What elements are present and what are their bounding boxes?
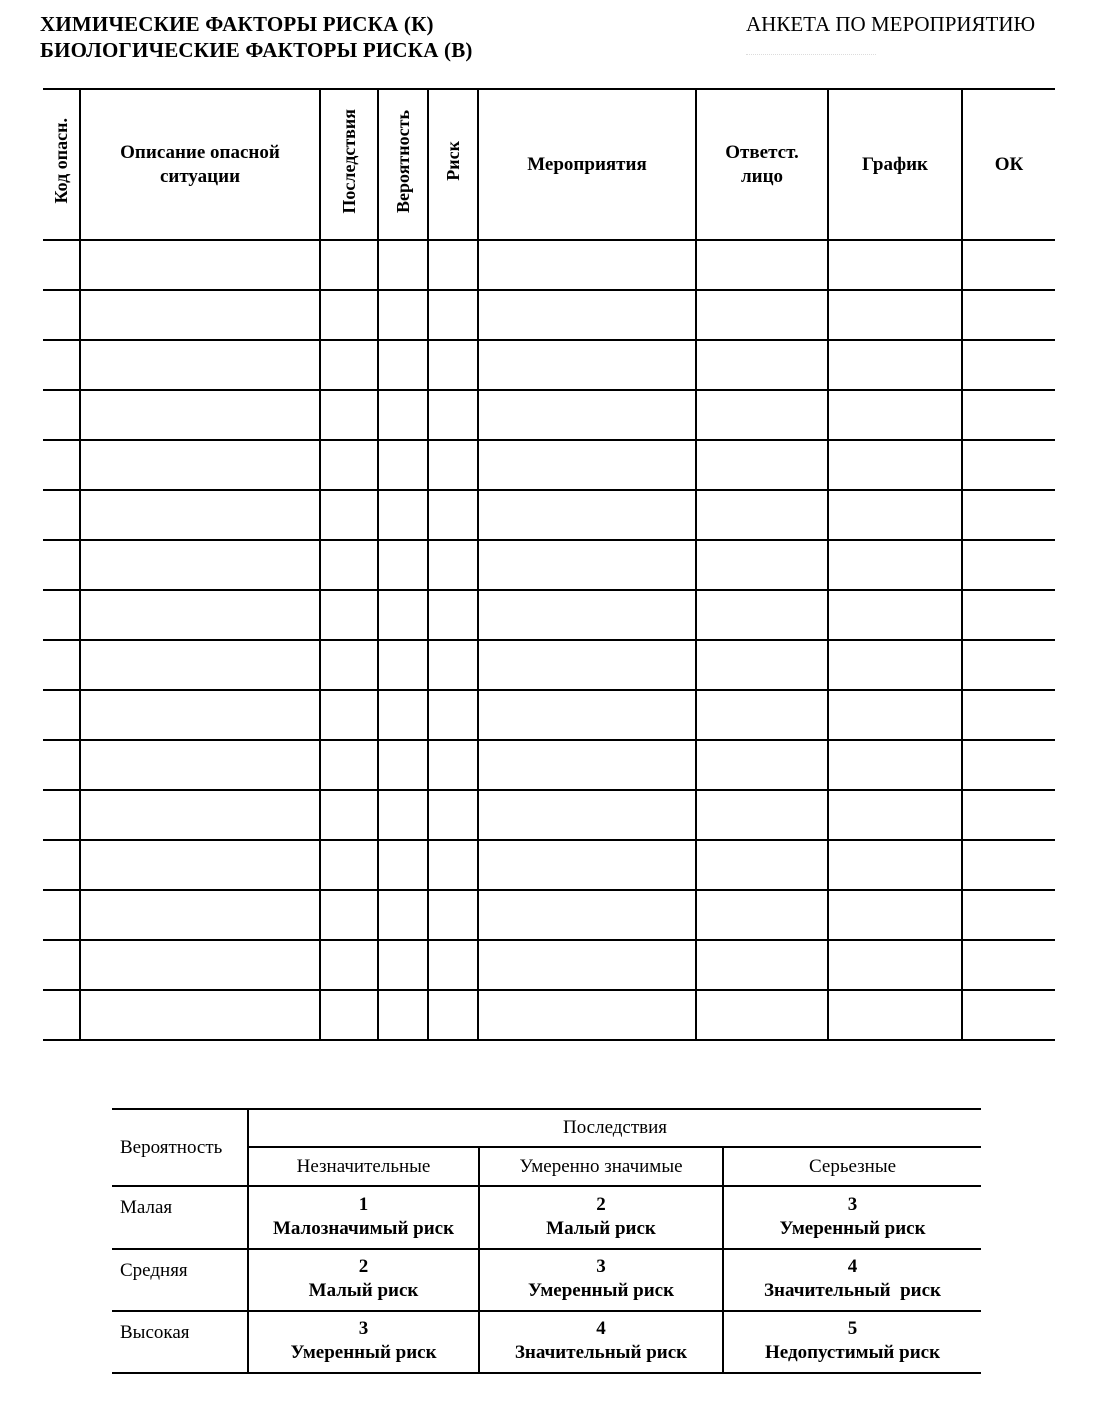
cell-ok [962,640,1055,690]
col-header-responsible [696,89,828,240]
cell-responsible [696,390,828,440]
matrix-level-serious: Серьезные [723,1147,981,1186]
cell-description [80,740,320,790]
cell-probability [378,290,428,340]
table-row [43,940,1055,990]
cell-schedule [828,490,962,540]
cell-responsible [696,590,828,640]
cell-hazard-code [43,940,80,990]
cell-responsible [696,440,828,490]
cell-risk [428,390,478,440]
cell-ok [962,840,1055,890]
cell-probability [378,340,428,390]
cell-consequences [320,690,378,740]
cell-consequences [320,540,378,590]
cell-responsible [696,290,828,340]
cell-consequences [320,390,378,440]
cell-ok [962,940,1055,990]
cell-schedule [828,790,962,840]
cell-hazard-code [43,840,80,890]
cell-responsible [696,940,828,990]
cell-consequences [320,240,378,290]
risk-label: Значительный риск [764,1280,941,1302]
col-label-ok: ОК [994,153,1024,175]
risk-label: Малый риск [546,1217,656,1239]
cell-measures [478,790,696,840]
cell-ok [962,740,1055,790]
risk-score: 5 [847,1318,858,1340]
cell-schedule [828,440,962,490]
col-label-measures: Мероприятия [527,153,647,175]
cell-ok [962,440,1055,490]
col-label-consequences: Последствия [338,108,359,214]
cell-risk [428,790,478,840]
cell-probability [378,990,428,1040]
col-header-consequences [320,89,378,240]
risk-score: 3 [358,1318,369,1340]
cell-measures [478,690,696,740]
cell-probability [378,590,428,640]
cell-description [80,540,320,590]
cell-measures [478,340,696,390]
matrix-level-insignificant: Незначительные [248,1147,479,1186]
col-label-responsible: Ответст. лицо [725,141,799,187]
matrix-cell [479,1311,723,1373]
cell-description [80,240,320,290]
table-row [43,590,1055,640]
cell-consequences [320,940,378,990]
table-row [43,890,1055,940]
cell-hazard-code [43,540,80,590]
cell-measures [478,490,696,540]
cell-ok [962,990,1055,1040]
cell-risk [428,740,478,790]
cell-risk [428,890,478,940]
cell-description [80,990,320,1040]
cell-hazard-code [43,340,80,390]
cell-responsible [696,490,828,540]
cell-probability [378,740,428,790]
cell-ok [962,390,1055,440]
cell-risk [428,340,478,390]
cell-hazard-code [43,240,80,290]
matrix-cell [479,1249,723,1311]
cell-responsible [696,840,828,890]
cell-responsible [696,690,828,740]
cell-hazard-code [43,690,80,740]
cell-measures [478,240,696,290]
cell-description [80,590,320,640]
cell-hazard-code [43,890,80,940]
cell-ok [962,590,1055,640]
cell-measures [478,390,696,440]
matrix-cell [248,1186,479,1249]
cell-responsible [696,990,828,1040]
risk-score: 2 [596,1193,606,1215]
cell-probability [378,490,428,540]
table-row [43,490,1055,540]
risk-score: 3 [847,1193,858,1215]
cell-measures [478,540,696,590]
cell-description [80,840,320,890]
cell-risk [428,840,478,890]
cell-probability [378,390,428,440]
risk-label: Умеренный риск [779,1217,926,1239]
matrix-row-low [112,1186,981,1249]
matrix-row-high [112,1311,981,1373]
matrix-cell [248,1311,479,1373]
cell-hazard-code [43,290,80,340]
col-header-measures [478,89,696,240]
table-row [43,540,1055,590]
risk-label: Малозначимый риск [272,1217,455,1239]
cell-risk [428,590,478,640]
cell-consequences [320,640,378,690]
matrix-level-moderate: Умеренно значимые [479,1147,723,1186]
matrix-cell [248,1249,479,1311]
cell-schedule [828,840,962,890]
cell-measures [478,740,696,790]
col-header-hazard-code [43,89,80,240]
cell-hazard-code [43,440,80,490]
cell-risk [428,290,478,340]
cell-consequences [320,490,378,540]
cell-measures [478,990,696,1040]
table-row [43,640,1055,690]
matrix-prob-low: Малая [112,1186,248,1249]
cell-hazard-code [43,740,80,790]
risk-score: 3 [596,1256,606,1278]
cell-responsible [696,240,828,290]
cell-hazard-code [43,590,80,640]
cell-probability [378,690,428,740]
cell-ok [962,540,1055,590]
cell-risk [428,940,478,990]
cell-ok [962,240,1055,290]
col-header-description [80,89,320,240]
cell-ok [962,290,1055,340]
risk-label: Недопустимый риск [765,1342,941,1364]
cell-risk [428,540,478,590]
table-header-row [43,89,1055,240]
matrix-prob-medium: Средняя [112,1249,248,1311]
cell-consequences [320,890,378,940]
cell-description [80,940,320,990]
cell-ok [962,340,1055,390]
risk-score: 1 [358,1193,369,1215]
risk-score: 4 [596,1318,606,1340]
col-label-description: Описание опасной ситуации [120,141,280,187]
cell-probability [378,890,428,940]
cell-measures [478,440,696,490]
cell-schedule [828,690,962,740]
risk-matrix-table [112,1108,981,1374]
title-biological-factors: БИОЛОГИЧЕСКИЕ ФАКТОРЫ РИСКА (В) [40,38,473,62]
risk-label: Умеренный риск [527,1280,675,1302]
matrix-probability-header: Вероятность [112,1109,248,1186]
cell-consequences [320,290,378,340]
col-label-schedule: График [862,153,928,175]
cell-consequences [320,740,378,790]
cell-consequences [320,840,378,890]
cell-description [80,890,320,940]
cell-responsible [696,790,828,840]
matrix-header-row-1 [112,1109,981,1147]
cell-risk [428,490,478,540]
cell-risk [428,640,478,690]
cell-ok [962,890,1055,940]
cell-risk [428,990,478,1040]
table-row [43,440,1055,490]
cell-probability [378,790,428,840]
table-row [43,290,1055,340]
cell-description [80,440,320,490]
risk-score: 2 [358,1256,369,1278]
matrix-prob-high: Высокая [112,1311,248,1373]
col-header-ok [962,89,1055,240]
cell-schedule [828,240,962,290]
cell-description [80,340,320,390]
matrix-cell [723,1311,981,1373]
cell-schedule [828,990,962,1040]
cell-hazard-code [43,640,80,690]
matrix-row-medium [112,1249,981,1311]
cell-measures [478,840,696,890]
cell-hazard-code [43,790,80,840]
cell-probability [378,940,428,990]
matrix-consequences-header: Последствия [248,1109,981,1147]
cell-responsible [696,540,828,590]
cell-measures [478,890,696,940]
cell-consequences [320,590,378,640]
col-label-probability: Вероятность [392,109,413,213]
table-row [43,690,1055,740]
cell-description [80,790,320,840]
cell-schedule [828,740,962,790]
cell-probability [378,540,428,590]
cell-consequences [320,990,378,1040]
cell-consequences [320,790,378,840]
matrix-cell [723,1249,981,1311]
cell-hazard-code [43,990,80,1040]
cell-responsible [696,340,828,390]
cell-measures [478,590,696,640]
matrix-cell [723,1186,981,1249]
col-header-schedule [828,89,962,240]
cell-schedule [828,940,962,990]
cell-measures [478,940,696,990]
cell-responsible [696,640,828,690]
cell-schedule [828,640,962,690]
cell-risk [428,240,478,290]
col-header-probability [378,89,428,240]
cell-schedule [828,390,962,440]
col-label-hazard-code: Код опасн. [50,118,71,204]
cell-consequences [320,440,378,490]
table-row [43,840,1055,890]
cell-description [80,390,320,440]
table-row [43,340,1055,390]
table-row [43,990,1055,1040]
risk-score: 4 [847,1256,858,1278]
cell-ok [962,490,1055,540]
cell-probability [378,440,428,490]
col-label-risk: Риск [442,141,463,181]
cell-consequences [320,340,378,390]
table-row [43,240,1055,290]
cell-measures [478,640,696,690]
table-row [43,390,1055,440]
hazard-measures-table [43,88,1055,1041]
cell-schedule [828,340,962,390]
cell-ok [962,690,1055,740]
cell-description [80,490,320,540]
cell-probability [378,240,428,290]
table-row [43,790,1055,840]
questionnaire-heading: АНКЕТА ПО МЕРОПРИЯТИЮ [746,12,1036,36]
cell-hazard-code [43,390,80,440]
risk-label: Значительный риск [514,1342,688,1364]
cell-probability [378,640,428,690]
table-row [43,740,1055,790]
questionnaire-underline [746,42,876,55]
risk-label: Умеренный риск [290,1342,437,1364]
cell-schedule [828,290,962,340]
cell-hazard-code [43,490,80,540]
cell-description [80,290,320,340]
cell-risk [428,690,478,740]
cell-schedule [828,540,962,590]
col-header-risk [428,89,478,240]
matrix-cell [479,1186,723,1249]
title-chemical-factors: ХИМИЧЕСКИЕ ФАКТОРЫ РИСКА (К) [40,12,434,36]
cell-schedule [828,590,962,640]
cell-responsible [696,890,828,940]
cell-description [80,640,320,690]
cell-probability [378,840,428,890]
cell-description [80,690,320,740]
risk-label: Малый риск [308,1280,419,1302]
cell-ok [962,790,1055,840]
cell-risk [428,440,478,490]
cell-responsible [696,740,828,790]
cell-schedule [828,890,962,940]
cell-measures [478,290,696,340]
